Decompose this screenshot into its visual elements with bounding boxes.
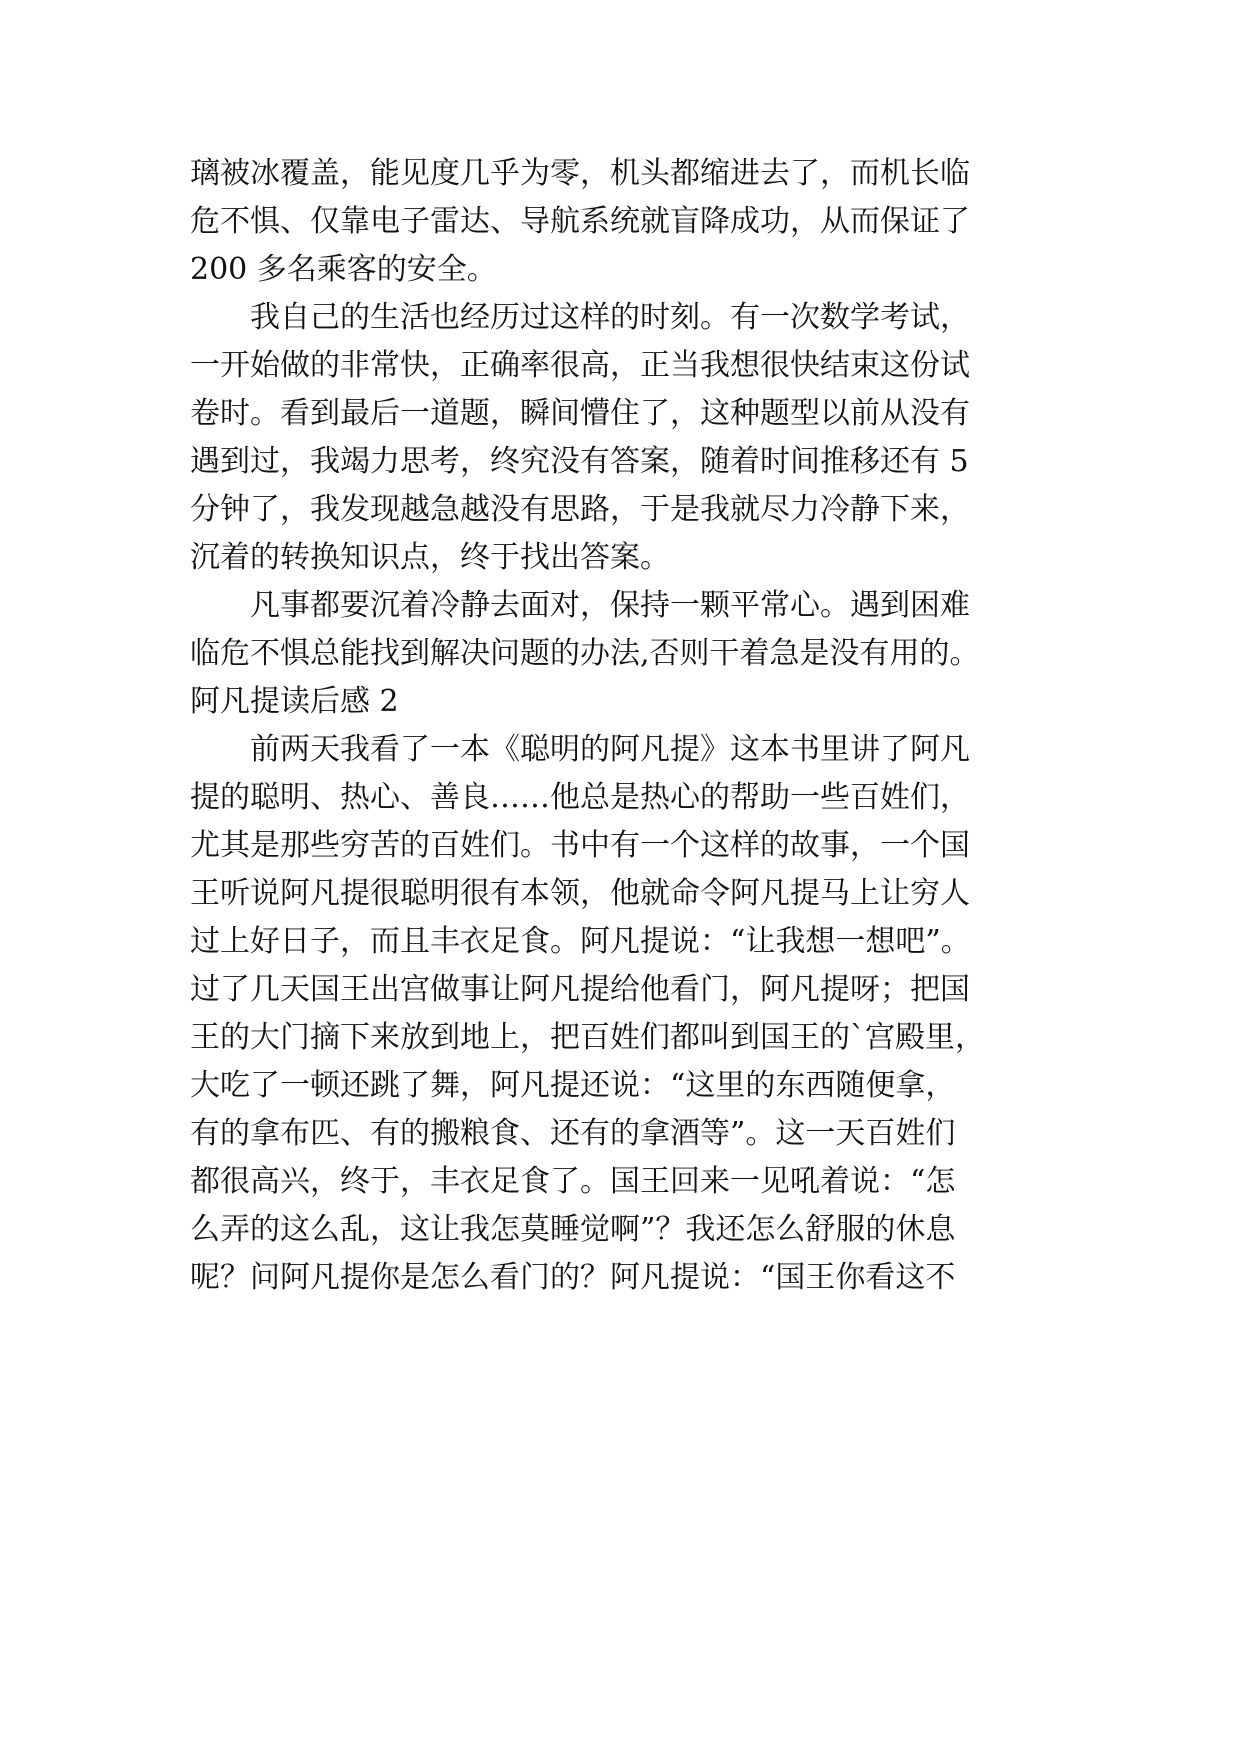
text-line: 尤其是那些穷苦的百姓们。书中有一个这样的故事，一个国 bbox=[190, 828, 970, 863]
text-line: 临危不惧总能找到解决问题的办法,否则干着急是没有用的。 bbox=[190, 636, 980, 671]
section-heading: 阿凡提读后感 2 bbox=[190, 684, 399, 719]
text-line: 前两天我看了一本《聪明的阿凡提》这本书里讲了阿凡 bbox=[190, 732, 970, 767]
text-line: 分钟了，我发现越急越没有思路，于是我就尽力冷静下来， bbox=[190, 492, 970, 527]
text-line: 凡事都要沉着冷静去面对，保持一颗平常心。遇到困难 bbox=[190, 588, 970, 623]
text-line: 过了几天国王出宫做事让阿凡提给他看门，阿凡提呀；把国 bbox=[190, 972, 970, 1007]
text-line: 我自己的生活也经历过这样的时刻。有一次数学考试， bbox=[190, 300, 970, 335]
text-line: 沉着的转换知识点，终于找出答案。 bbox=[190, 540, 670, 575]
text-line: 有的拿布匹、有的搬粮食、还有的拿酒等”。这一天百姓们 bbox=[190, 1116, 956, 1151]
text-line: 危不惧、仅靠电子雷达、导航系统就盲降成功，从而保证了 bbox=[190, 204, 970, 239]
text-line: 卷时。看到最后一道题，瞬间懵住了，这种题型以前从没有 bbox=[190, 396, 970, 431]
text-line: 大吃了一顿还跳了舞，阿凡提还说：“这里的东西随便拿， bbox=[190, 1068, 956, 1103]
text-line: 过上好日子，而且丰衣足食。阿凡提说：“让我想一想吧”。 bbox=[190, 924, 971, 959]
text-line: 璃被冰覆盖，能见度几乎为零，机头都缩进去了，而机长临 bbox=[190, 156, 970, 191]
document-page bbox=[190, 150, 1050, 1600]
text-line: 么弄的这么乱，这让我怎莫睡觉啊”？我还怎么舒服的休息 bbox=[190, 1212, 956, 1247]
text-line: 呢？问阿凡提你是怎么看门的？阿凡提说：“国王你看这不 bbox=[190, 1260, 956, 1295]
text-line: 遇到过，我竭力思考，终究没有答案，随着时间推移还有 5 bbox=[190, 444, 969, 479]
text-line: 都很高兴，终于，丰衣足食了。国王回来一见吼着说：“怎 bbox=[190, 1164, 956, 1199]
text-line: 200 多名乘客的安全。 bbox=[190, 252, 497, 287]
text-line: 一开始做的非常快，正确率很高，正当我想很快结束这份试 bbox=[190, 348, 970, 383]
text-line: 提的聪明、热心、善良……他总是热心的帮助一些百姓们， bbox=[190, 780, 970, 815]
text-line: 王的大门摘下来放到地上，把百姓们都叫到国王的`宫殿里， bbox=[190, 1020, 985, 1055]
text-line: 王听说阿凡提很聪明很有本领，他就命令阿凡提马上让穷人 bbox=[190, 876, 970, 911]
